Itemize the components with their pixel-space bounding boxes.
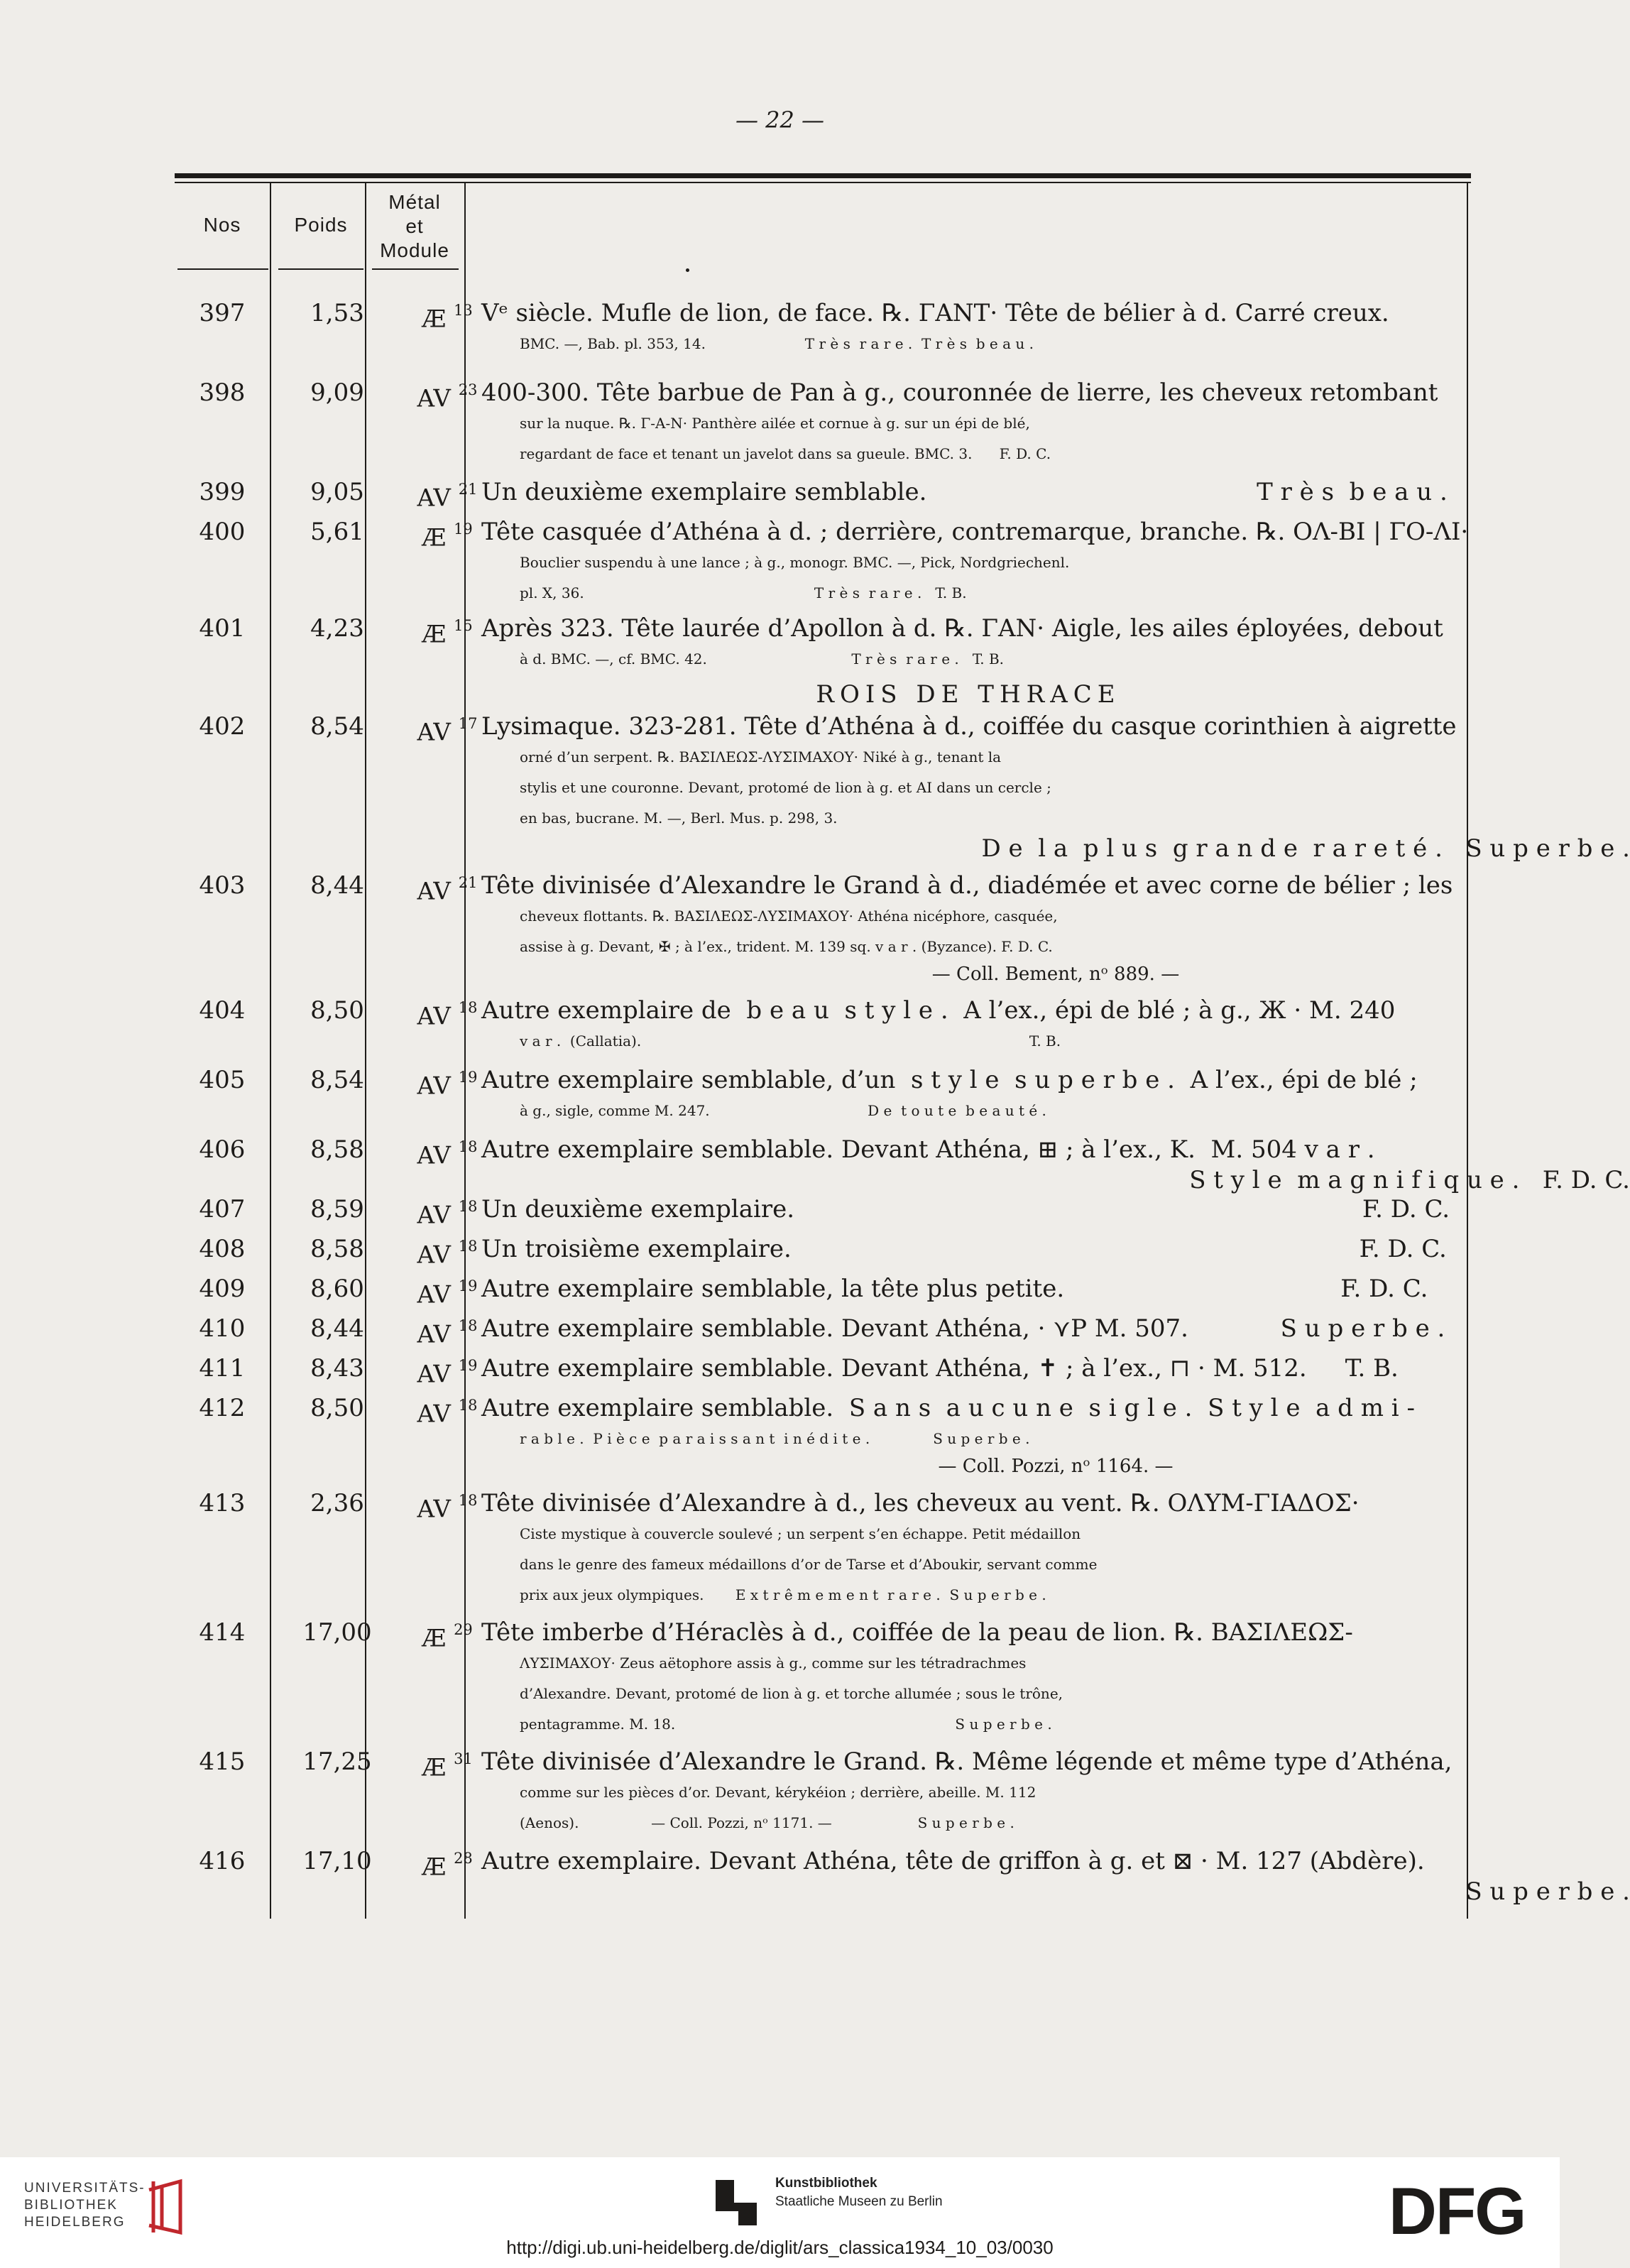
description-line: (Aenos). — Coll. Pozzi, nᵒ 1171. — S u p e r b e . [520,1814,1014,1831]
entry-description [481,614,1630,675]
module-size: 23 [458,381,478,398]
module-size: 18 [458,999,478,1016]
header-underline [177,268,268,270]
kb-title: Kunstbibliothek [775,2176,877,2191]
metal-symbol: AV [417,1360,451,1389]
description-line: prix aux jeux olympiques. E x t r ê m e m e n t r a r e . S u p e r b e . [520,1586,1046,1603]
description-line: Autre exemplaire semblable. Devant Athéna, · ⋎Ρ M. 507. S u p e r b e . [481,1314,1445,1343]
description-line: Tête casquée d’Athéna à d. ; derrière, contremarque, branche. ℞. ΟΛ-ΒΙ | ΓΟ-ΛΙ· [481,518,1469,546]
description-line: Après 323. Tête laurée d’Apollon à d. ℞. ΓΑΝ· Aigle, les ailes éployées, debout [481,614,1443,643]
description-line: d’Alexandre. Devant, protomé de lion à g. et torche allumée ; sous le trône, [520,1685,1063,1702]
column-header-metal-line: Module [380,239,449,261]
description-line: Vᵉ siècle. Mufle de lion, de face. ℞. ΓΑΝΤ· Tête de bélier à d. Carré creux. [481,299,1389,327]
entry-weight: 8,59 [310,1195,364,1223]
description-line: BMC. —, Bab. pl. 353, 14. T r è s r a r e . T r è s b e a u . [520,335,1034,352]
metal-symbol: Æ [422,1624,447,1653]
entry-description [481,1314,1630,1344]
entry-weight: 8,58 [310,1235,364,1263]
source-url[interactable]: http://digi.ub.uni-heidelberg.de/diglit/ars_classica1934_10_03/0030 [506,2237,1054,2258]
description-line: — Coll. Pozzi, nᵒ 1164. — [938,1456,1174,1477]
page-number: — 22 — [735,107,825,133]
table-top-rule [175,173,1471,178]
entry-weight: 5,61 [310,518,364,546]
entry-number: 416 [199,1847,246,1875]
ub-logo-line: BIBLIOTHEK [24,2198,118,2213]
kunstbibliothek-label[interactable] [775,2174,943,2211]
description-line: Autre exemplaire semblable, la tête plus petite. F. D. C. [481,1275,1428,1303]
description-line: à d. BMC. —, cf. BMC. 42. T r è s r a r e . T. B. [520,650,1005,667]
entry-number: 397 [199,299,246,327]
module-size: 21 [458,481,478,498]
entry-number: 405 [199,1066,246,1094]
entry-weight: 8,60 [310,1275,364,1303]
metal-symbol: Æ [422,620,447,649]
description-line: Lysimaque. 323-281. Tête d’Athéna à d., coiffée du casque corinthien à aigrette [481,712,1457,741]
description-line: S u p e r b e . [1465,1877,1630,1906]
kunstbibliothek-logo-icon [713,2174,760,2231]
dfg-logo[interactable]: DFG [1389,2174,1526,2248]
entry-description [481,712,1630,864]
description-line: v a r . (Callatia). T. B. [520,1032,1061,1050]
description-line: r a b l e . P i è c e p a r a i s s a n t i n é d i t e . S u p e r b e . [520,1430,1030,1447]
entry-number: 404 [199,996,246,1025]
entry-description [481,298,1630,359]
metal-symbol: Æ [422,305,447,334]
module-size: 18 [458,1198,478,1215]
description-line: ΛΥΣΙΜΑΧΟΥ· Zeus aëtophore assis à g., comme sur les tétradrachmes [520,1654,1027,1672]
entry-number: 413 [199,1489,246,1517]
description-line: Tête imberbe d’Héraclès à d., coiffée de la peau de lion. ℞. ΒΑΣΙΛΕΩΣ- [481,1618,1353,1647]
entry-weight: 8,44 [310,1314,364,1343]
ub-logo-line: UNIVERSITÄTS- [24,2181,146,2196]
entry-description [481,1234,1630,1265]
module-size: 19 [458,1069,478,1086]
entry-number: 411 [199,1354,246,1383]
metal-symbol: AV [417,1400,451,1429]
description-line: Ciste mystique à couvercle soulevé ; un serpent s’en échappe. Petit médaillon [520,1525,1081,1542]
module-size: 31 [454,1750,473,1767]
entry-description [481,1846,1630,1907]
module-size: 21 [458,874,478,891]
metal-symbol: AV [417,1201,451,1230]
entry-number: 414 [199,1618,246,1647]
description-line: en bas, bucrane. M. —, Berl. Mus. p. 298, 3. [520,809,838,827]
description-line: pl. X, 36. T r è s r a r e . T. B. [520,584,967,601]
description-line: orné d’un serpent. ℞. ΒΑΣΙΛΕΩΣ-ΛΥΣΙΜΑΧΟΥ· Niké à g., tenant la [520,748,1002,765]
entry-description [481,996,1630,1057]
metal-symbol: Æ [422,523,447,552]
entry-number: 406 [199,1135,246,1164]
metal-symbol: AV [417,1072,451,1101]
entry-description [481,1618,1630,1740]
entry-weight: 8,50 [310,996,364,1025]
description-line: Tête divinisée d’Alexandre le Grand. ℞. Même légende et même type d’Athéna, [481,1748,1453,1776]
entry-number: 403 [199,871,246,900]
metal-symbol: AV [417,1280,451,1309]
description-line: — Coll. Bement, nᵒ 889. — [931,964,1180,985]
metal-symbol: Æ [422,1753,447,1782]
column-header-weight: Poids [294,214,348,236]
entry-weight: 1,53 [310,299,364,327]
entry-number: 401 [199,614,246,643]
description-line: D e l a p l u s g r a n d e r a r e t é . S u p e r b e . [981,834,1630,863]
description-line: Autre exemplaire de b e a u s t y l e . A l’ex., épi de blé ; à g., Ж · M. 240 [481,996,1396,1025]
entry-number: 410 [199,1314,246,1343]
description-line: Autre exemplaire semblable. S a n s a u c u n e s i g l e . S t y l e a d m i - [481,1394,1415,1422]
description-line: Un deuxième exemplaire semblable. T r è s b e a u . [481,478,1448,506]
column-divider [270,182,271,1919]
metal-symbol: AV [417,484,451,513]
entry-number: 398 [199,378,246,407]
description-line: S t y l e m a g n i f i q u e . F. D. C. [1189,1166,1630,1194]
entry-description [481,1488,1630,1610]
entry-weight: 8,54 [310,712,364,741]
header-underline [278,268,363,270]
entry-description [481,517,1630,609]
entry-description [481,1194,1630,1225]
module-size: 18 [458,1238,478,1255]
column-header-metal [365,190,464,263]
column-divider [365,182,366,1919]
entry-weight: 2,36 [310,1489,364,1517]
description-line: pentagramme. M. 18. S u p e r b e . [520,1716,1052,1733]
entry-weight: 8,54 [310,1066,364,1094]
metal-symbol: AV [417,1495,451,1524]
entry-description [481,1747,1630,1838]
entry-number: 399 [199,478,246,506]
entry-weight: 17,10 [302,1847,372,1875]
footer-bar [0,2157,1560,2268]
description-line: 400-300. Tête barbue de Pan à g., couronnée de lierre, les cheveux retombant [481,378,1438,407]
module-size: 18 [458,1138,478,1155]
entry-description [481,1065,1630,1126]
description-line: sur la nuque. ℞. Γ-Α-Ν· Panthère ailée et cornue à g. sur un épi de blé, [520,415,1030,432]
entry-number: 409 [199,1275,246,1303]
module-size: 29 [454,1621,473,1638]
entry-description [481,871,1630,986]
ub-emblem-icon [143,2179,190,2235]
entry-weight: 8,50 [310,1394,364,1422]
module-size: 18 [458,1317,478,1334]
description-line: à g., sigle, comme M. 247. D e t o u t e b e a u t é . [520,1102,1046,1119]
column-header-metal-line: Métal [388,191,441,213]
module-size: 19 [458,1357,478,1374]
entry-number: 412 [199,1394,246,1422]
description-line: stylis et une couronne. Devant, protomé de lion à g. et ΑΙ dans un cercle ; [520,779,1051,796]
metal-symbol: AV [417,1320,451,1349]
entry-number: 407 [199,1195,246,1223]
entry-number: 400 [199,518,246,546]
metal-symbol: AV [417,384,451,413]
entry-number: 408 [199,1235,246,1263]
metal-symbol: AV [417,1002,451,1031]
metal-symbol: AV [417,877,451,906]
metal-symbol: AV [417,1241,451,1270]
description-line: dans le genre des fameux médaillons d’or de Tarse et d’Aboukir, servant comme [520,1556,1098,1573]
entry-weight: 8,58 [310,1135,364,1164]
module-size: 19 [458,1277,478,1294]
entry-description [481,477,1630,508]
kb-subtitle: Staatliche Museen zu Berlin [775,2194,943,2209]
description-line: cheveux flottants. ℞. ΒΑΣΙΛΕΩΣ-ΛΥΣΙΜΑΧΟΥ· Athéna nicéphore, casquée, [520,907,1058,925]
header-underline [372,268,459,270]
entry-weight: 17,25 [302,1748,372,1776]
entry-description [481,378,1630,469]
module-size: 13 [454,302,473,319]
description-line: Bouclier suspendu à une lance ; à g., monogr. BMC. —, Pick, Nordgriechenl. [520,554,1070,571]
description-line: Un troisième exemplaire. F. D. C. [481,1235,1447,1263]
entry-weight: 8,43 [310,1354,364,1383]
module-size: 18 [458,1397,478,1414]
column-header-num: Nos [203,214,241,236]
ub-logo-line: HEIDELBERG [24,2215,126,2230]
entry-number: 415 [199,1748,246,1776]
module-size: 19 [454,520,473,538]
description-line: Un deuxième exemplaire. F. D. C. [481,1195,1450,1223]
entry-weight: 9,09 [310,378,364,407]
module-size: 28 [454,1850,473,1867]
entry-description [481,1393,1630,1478]
column-header-metal-line: et [405,215,424,237]
metal-symbol: AV [417,718,451,747]
description-line: assise à g. Devant, ✠ ; à l’ex., trident. M. 139 sq. v a r . (Byzance). F. D. C. [520,938,1053,955]
section-heading: ROIS DE THRACE [816,680,1121,709]
university-library-logo[interactable] [24,2180,146,2231]
column-divider [464,182,466,1919]
entry-description [481,1353,1630,1384]
description-line: comme sur les pièces d’or. Devant, kérykéion ; derrière, abeille. M. 112 [520,1784,1036,1801]
entry-weight: 17,00 [302,1618,372,1647]
entry-number: 402 [199,712,246,741]
entry-description [481,1274,1630,1304]
description-line: Autre exemplaire semblable. Devant Athéna, ✝ ; à l’ex., ⊓ · M. 512. T. B. [481,1354,1399,1383]
stray-dot [686,268,689,272]
module-size: 17 [458,715,478,732]
entry-weight: 8,44 [310,871,364,900]
module-size: 18 [458,1492,478,1509]
entry-weight: 4,23 [310,614,364,643]
description-line: Tête divinisée d’Alexandre le Grand à d., diadémée et avec corne de bélier ; les [481,871,1453,900]
description-line: regardant de face et tenant un javelot dans sa gueule. BMC. 3. F. D. C. [520,445,1051,462]
metal-symbol: Æ [422,1853,447,1882]
table-top-rule-thin [175,182,1471,183]
entry-weight: 9,05 [310,478,364,506]
description-line: Autre exemplaire semblable, d’un s t y l e s u p e r b e . A l’ex., épi de blé ; [481,1066,1418,1094]
entry-description [481,1135,1630,1196]
module-size: 15 [454,617,473,634]
description-line: Autre exemplaire semblable. Devant Athéna, ⊞ ; à l’ex., Κ. M. 504 v a r . [481,1135,1375,1164]
description-line: Autre exemplaire. Devant Athéna, tête de griffon à g. et ⊠ · M. 127 (Abdère). [481,1847,1425,1875]
description-line: Tête divinisée d’Alexandre à d., les cheveux au vent. ℞. ΟΛΥΜ-ΓΙΑΔΟΣ· [481,1489,1360,1517]
metal-symbol: AV [417,1141,451,1170]
